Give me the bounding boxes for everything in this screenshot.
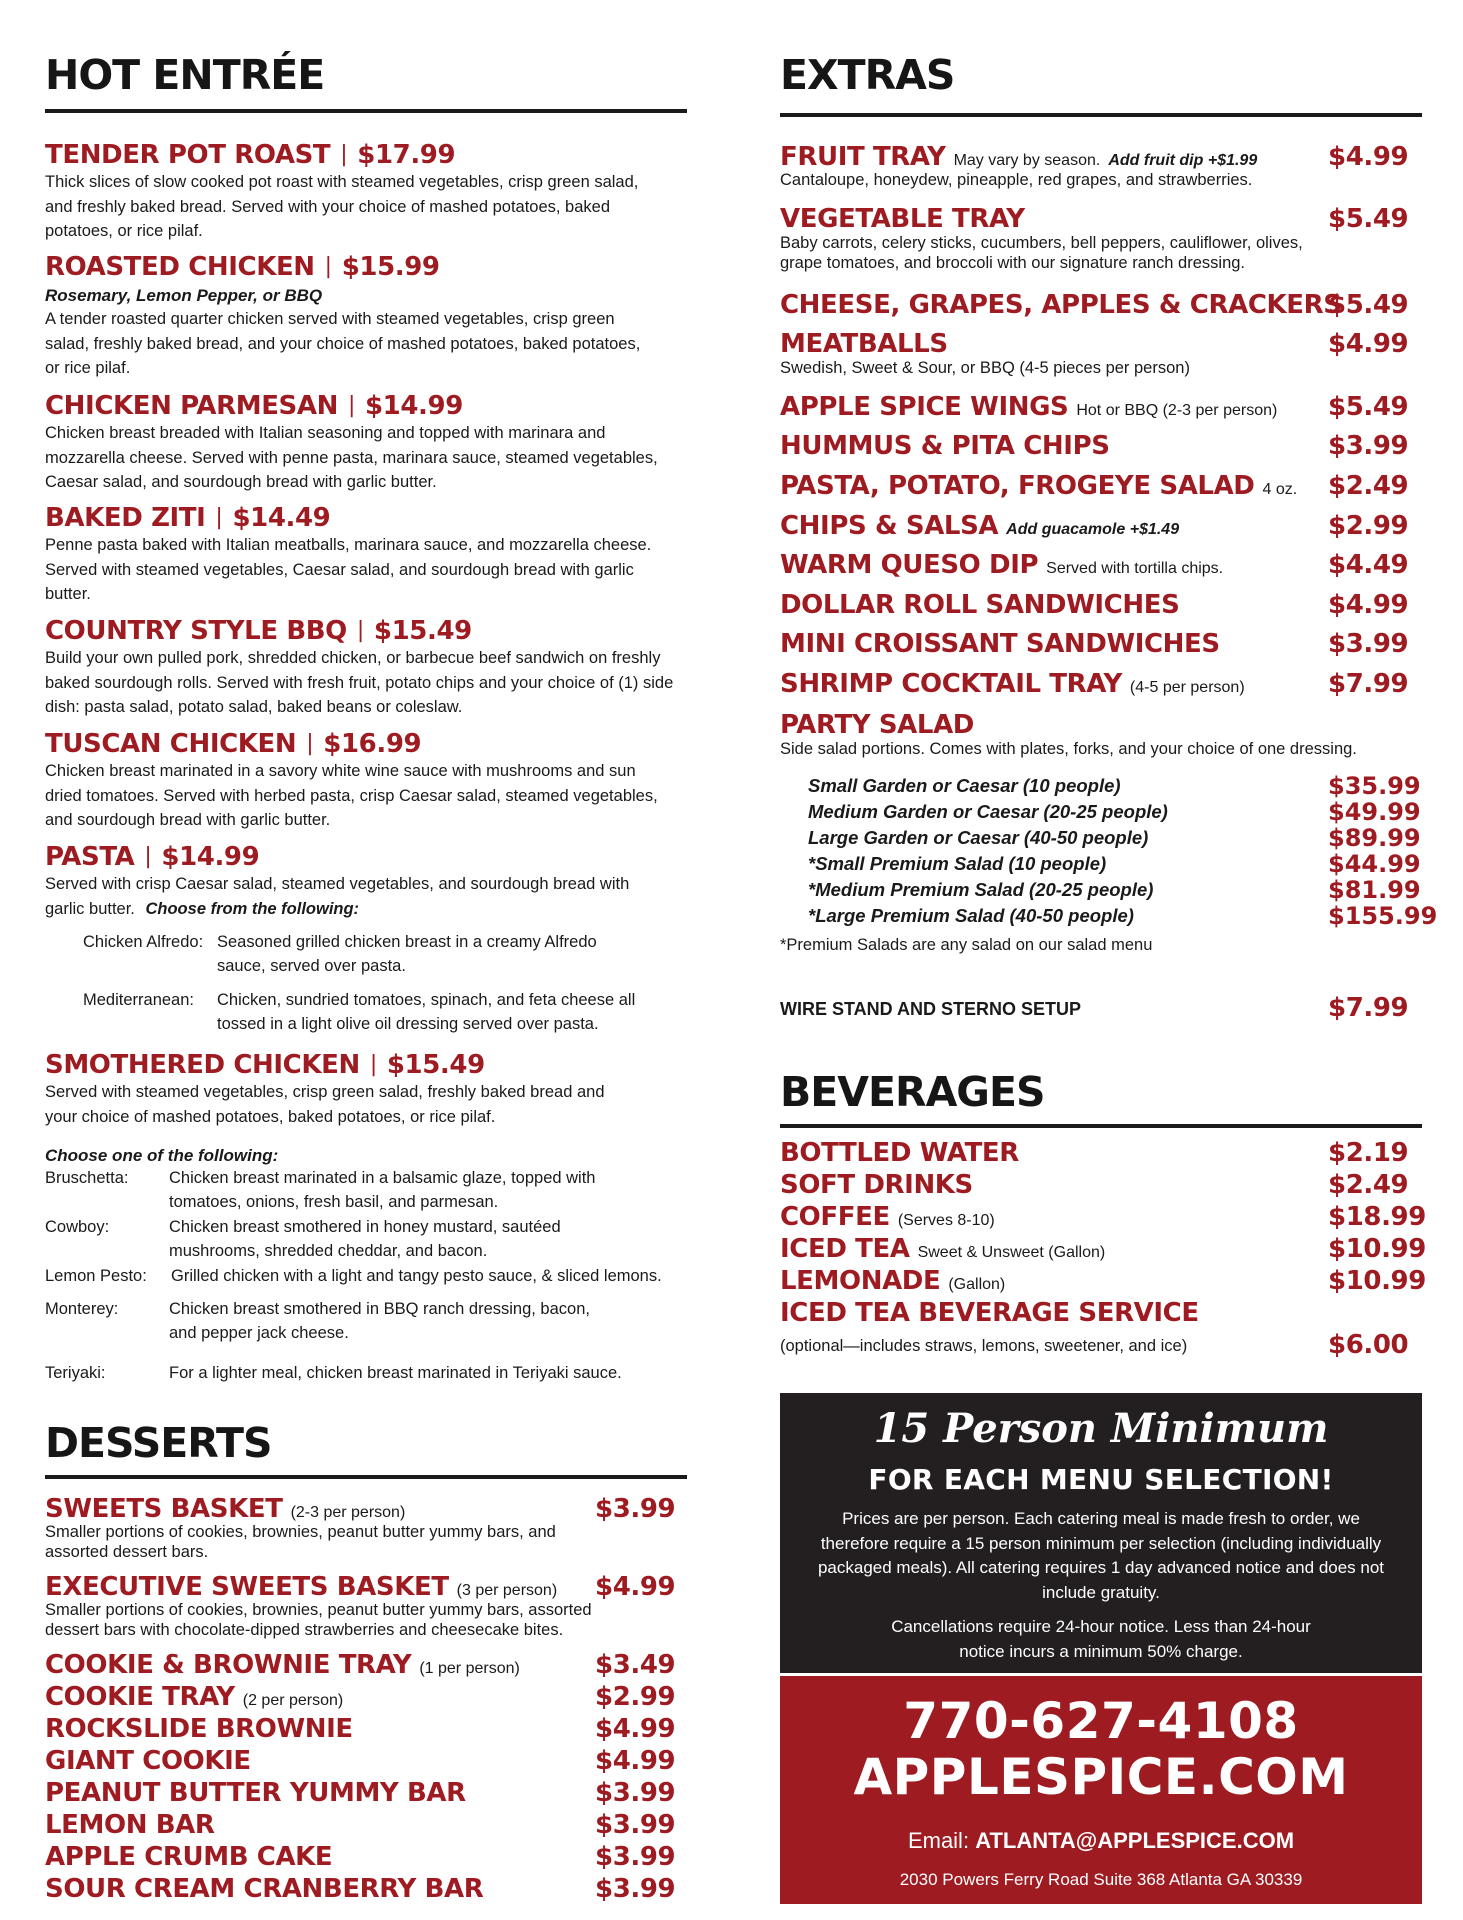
dessert-lemon-bar (45, 1812, 214, 1838)
item-price: $2.49 (1328, 1170, 1409, 1200)
beverage-bottled-water (780, 1140, 1019, 1166)
item-name: SWEETS BASKET (45, 1494, 283, 1524)
item-name: WARM QUESO DIP (780, 550, 1039, 580)
item-note: (3 per person) (456, 1582, 558, 1599)
item-note: (Serves 8-10) (897, 1212, 995, 1229)
contact-box (780, 1676, 1422, 1904)
item-name: SMOTHERED CHICKEN (45, 1050, 360, 1080)
item-name: PASTA (45, 842, 135, 872)
option-label: Teriyaki: (45, 1364, 106, 1382)
minimum-subheadline: FOR EACH MENU SELECTION! (868, 1463, 1334, 1496)
option-label: Bruschetta: (45, 1169, 129, 1187)
item-desc-text: Served with crisp Caesar salad, steamed vegetables, and sourdough bread with garlic butter. (45, 875, 630, 918)
menu-item-country-style-bbq (45, 618, 472, 644)
salad-option: Large Garden or Caesar (40-50 people) (808, 827, 1149, 848)
item-desc: Thick slices of slow cooked pot roast with steamed vegetables, crisp green salad, and freshly baked bread. Served with your choice of mashed potatoes, baked potatoes, or rice pilaf. (45, 173, 639, 240)
salad-option: Small Garden or Caesar (10 people) (808, 775, 1121, 796)
item-price: $4.99 (1328, 329, 1409, 359)
minimum-details: Prices are per person. Each catering meal is made fresh to order, we therefore require a 15 person minimum per selection (including individually packaged meals). All catering requires 1 day advanced notice and does not include gratuity. (817, 1509, 1385, 1602)
extra-dollar-roll-sandwiches (780, 592, 1179, 618)
item-note-bold: Add guacamole +$1.49 (1006, 521, 1180, 538)
item-price: $7.99 (1328, 669, 1409, 699)
hot-entree-title: HOT ENTRÉE (45, 51, 325, 99)
item-desc: Build your own pulled pork, shredded chicken, or barbecue beef sandwich on freshly baked sourdough rolls. Served with fresh fruit, potato chips and your choice of (1) side dish: pasta salad, potato salad, baked beans or coleslaw. (45, 649, 674, 716)
desserts-title: DESSERTS (45, 1419, 272, 1467)
extras-title: EXTRAS (780, 51, 955, 99)
item-name: CHIPS & SALSA (780, 511, 999, 541)
item-name: BOTTLED WATER (780, 1138, 1019, 1168)
item-desc: Baby carrots, celery sticks, cucumbers, bell peppers, cauliflower, olives, grape tomatoes, and broccoli with our signature ranch dressing. (780, 234, 1303, 272)
item-price: $4.49 (1328, 550, 1409, 580)
item-price: $3.99 (595, 1778, 676, 1808)
item-name: ICED TEA (780, 1234, 910, 1264)
item-name: SOUR CREAM CRANBERRY BAR (45, 1874, 484, 1904)
beverages-title: BEVERAGES (780, 1068, 1045, 1116)
dessert-rockslide-brownie (45, 1716, 353, 1742)
item-name: ROASTED CHICKEN (45, 252, 315, 282)
item-price: $16.99 (323, 729, 422, 759)
item-price: $5.49 (1328, 204, 1409, 234)
item-price: $14.99 (364, 391, 463, 421)
option-label: Mediterranean: (83, 991, 194, 1009)
desserts-rule (45, 1475, 687, 1479)
salad-price: $81.99 (1328, 876, 1421, 904)
extra-pasta-potato-frogeye-salad (780, 473, 1297, 499)
minimum-info-box (780, 1393, 1422, 1673)
item-price: $3.99 (1328, 431, 1409, 461)
extra-warm-queso-dip (780, 552, 1223, 578)
item-price: $4.99 (1328, 142, 1409, 172)
item-price: $6.00 (1328, 1330, 1409, 1360)
phone-number[interactable]: 770-627-4108 (903, 1692, 1299, 1750)
item-price: $2.99 (1328, 511, 1409, 541)
option-text: Grilled chicken with a light and tangy pesto sauce, & sliced lemons. (171, 1267, 662, 1285)
item-note: (1 per person) (419, 1660, 520, 1677)
item-name: ROCKSLIDE BROWNIE (45, 1714, 353, 1744)
dessert-sour-cream-cranberry-bar (45, 1876, 483, 1902)
menu-item-tender-pot-roast (45, 142, 455, 168)
item-desc: Smaller portions of cookies, brownies, peanut butter yummy bars, and assorted dessert bars. (45, 1523, 556, 1561)
beverage-lemonade (780, 1268, 1005, 1294)
item-name: EXECUTIVE SWEETS BASKET (45, 1572, 449, 1602)
item-price: $4.99 (1328, 590, 1409, 620)
email-line (780, 1828, 1422, 1854)
item-note-bold: Add fruit dip +$1.99 (1108, 152, 1258, 169)
menu-item-tuscan-chicken (45, 731, 421, 757)
item-price: $3.99 (595, 1810, 676, 1840)
salad-price: $49.99 (1328, 798, 1421, 826)
website-link[interactable]: APPLESPICE.COM (853, 1748, 1349, 1806)
item-desc: A tender roasted quarter chicken served with steamed vegetables, crisp green salad, freshly baked bread, and your choice of mashed potatoes, baked potatoes, or rice pilaf. (45, 310, 641, 377)
dessert-cookie-brownie-tray (45, 1652, 520, 1678)
extra-cheese-grapes-apples-crackers (780, 292, 1342, 318)
beverage-iced-tea (780, 1236, 1105, 1262)
choose-label: Choose one of the following: (45, 1146, 279, 1165)
item-name: FRUIT TRAY (780, 142, 946, 172)
item-price: $2.19 (1328, 1138, 1409, 1168)
item-note: Sweet & Unsweet (Gallon) (917, 1244, 1106, 1261)
option-text: Chicken breast smothered in BBQ ranch dressing, bacon, and pepper jack cheese. (169, 1300, 590, 1342)
address: 2030 Powers Ferry Road Suite 368 Atlanta GA 30339 (899, 1870, 1303, 1889)
dessert-sweets-basket (45, 1496, 405, 1522)
option-text: For a lighter meal, chicken breast marinated in Teriyaki sauce. (169, 1364, 622, 1382)
extra-chips-salsa (780, 513, 1179, 539)
item-name: TENDER POT ROAST (45, 140, 331, 170)
dessert-peanut-butter-yummy-bar (45, 1780, 466, 1806)
option-text: Chicken, sundried tomatoes, spinach, and feta cheese all tossed in a light olive oil dressing served over pasta. (217, 991, 636, 1033)
dessert-apple-crumb-cake (45, 1844, 332, 1870)
item-desc: Chicken breast marinated in a savory white wine sauce with mushrooms and sun dried tomatoes. Served with herbed pasta, crisp Caesar salad, steamed vegetables, and sourdough bread with garlic butter. (45, 762, 658, 829)
menu-item-chicken-parmesan (45, 393, 463, 419)
divider: | (369, 1052, 377, 1077)
item-name: SOFT DRINKS (780, 1170, 973, 1200)
item-price: $15.49 (373, 616, 472, 646)
item-name: COOKIE & BROWNIE TRAY (45, 1650, 412, 1680)
beverage-coffee (780, 1204, 995, 1230)
item-price: $10.99 (1328, 1234, 1426, 1264)
item-name: DOLLAR ROLL SANDWICHES (780, 590, 1180, 620)
item-name: COOKIE TRAY (45, 1682, 235, 1712)
item-price: $3.99 (1328, 629, 1409, 659)
option-label: Lemon Pesto: (45, 1267, 147, 1285)
item-desc: Swedish, Sweet & Sour, or BBQ (4-5 pieces per person) (780, 359, 1190, 377)
item-name: BAKED ZITI (45, 503, 206, 533)
salad-option: *Large Premium Salad (40-50 people) (808, 905, 1134, 926)
divider: | (306, 731, 314, 756)
option-text: Chicken breast smothered in honey mustard, sautéed mushrooms, shredded cheddar, and bacon. (169, 1218, 561, 1260)
item-name: LEMON BAR (45, 1810, 215, 1840)
item-name: APPLE CRUMB CAKE (45, 1842, 333, 1872)
extra-meatballs (780, 331, 948, 357)
salad-price: $155.99 (1328, 902, 1438, 930)
item-name: MINI CROISSANT SANDWICHES (780, 629, 1220, 659)
item-price: $15.99 (341, 252, 440, 282)
menu-item-pasta (45, 844, 259, 870)
menu-item-smothered-chicken (45, 1052, 485, 1078)
item-name: PARTY SALAD (780, 710, 974, 740)
item-price: $10.99 (1328, 1266, 1426, 1296)
option-label: Cowboy: (45, 1218, 110, 1236)
extra-apple-spice-wings (780, 394, 1277, 420)
item-price: $17.99 (357, 140, 456, 170)
wire-stand-price: $7.99 (1328, 993, 1409, 1023)
item-name: MEATBALLS (780, 329, 948, 359)
item-price: $4.99 (595, 1572, 676, 1602)
extra-fruit-tray (780, 144, 1257, 170)
email-label: Email: (907, 1828, 970, 1853)
item-name: VEGETABLE TRAY (780, 204, 1025, 234)
item-price: $15.49 (386, 1050, 485, 1080)
divider: | (356, 618, 364, 643)
item-price: $5.49 (1328, 392, 1409, 422)
item-price: $14.49 (232, 503, 331, 533)
item-desc: Side salad portions. Comes with plates, forks, and your choice of one dressing. (780, 740, 1357, 758)
salad-price: $35.99 (1328, 772, 1421, 800)
item-price: $4.99 (595, 1714, 676, 1744)
extra-shrimp-cocktail-tray (780, 671, 1245, 697)
item-note: Served with tortilla chips. (1046, 560, 1224, 577)
item-price: $2.49 (1328, 471, 1409, 501)
extra-hummus-pita-chips (780, 433, 1110, 459)
item-desc: Penne pasta baked with Italian meatballs, marinara sauce, and mozzarella cheese. Served with steamed vegetables, Caesar salad, and sourdough bread with garlic butter. (45, 536, 652, 603)
item-name: LEMONADE (780, 1266, 941, 1296)
item-name: TUSCAN CHICKEN (45, 729, 297, 759)
menu-item-roasted-chicken (45, 254, 440, 280)
divider: | (340, 142, 348, 167)
dessert-cookie-tray (45, 1684, 343, 1710)
item-note: May vary by season. (953, 152, 1101, 169)
dessert-giant-cookie (45, 1748, 251, 1774)
item-desc: Served with steamed vegetables, crisp green salad, freshly baked bread and your choice of mashed potatoes, baked potatoes, or rice pilaf. (45, 1083, 605, 1126)
option-label: Chicken Alfredo: (83, 933, 204, 951)
divider: | (215, 505, 223, 530)
item-desc: Chicken breast breaded with Italian seasoning and topped with marinara and mozzarella cheese. Served with penne pasta, marinara sauce, steamed vegetables, Caesar salad, and sourdough bread with garlic butter. (45, 424, 658, 491)
salad-option: *Medium Premium Salad (20-25 people) (808, 879, 1154, 900)
item-price: $3.99 (595, 1874, 676, 1904)
item-price: $3.49 (595, 1650, 676, 1680)
item-name: GIANT COOKIE (45, 1746, 251, 1776)
item-note: 4 oz. (1262, 481, 1298, 498)
item-name: PASTA, POTATO, FROGEYE SALAD (780, 471, 1255, 501)
item-price: $3.99 (595, 1842, 676, 1872)
item-name: PEANUT BUTTER YUMMY BAR (45, 1778, 466, 1808)
salad-option: *Small Premium Salad (10 people) (808, 853, 1107, 874)
option-label: Monterey: (45, 1300, 119, 1318)
hot-entree-rule (45, 109, 687, 113)
item-desc (45, 872, 655, 921)
item-desc: (optional—includes straws, lemons, sweetener, and ice) (780, 1337, 1188, 1355)
item-note: (2-3 per person) (290, 1504, 406, 1521)
beverages-rule (780, 1124, 1422, 1128)
email-link[interactable]: ATLANTA@APPLESPICE.COM (975, 1828, 1295, 1853)
salad-price: $89.99 (1328, 824, 1421, 852)
beverage-iced-tea-service (780, 1300, 1199, 1326)
salad-footnote: *Premium Salads are any salad on our salad menu (780, 936, 1153, 954)
item-name: HUMMUS & PITA CHIPS (780, 431, 1110, 461)
item-name: CHEESE, GRAPES, APPLES & CRACKERS (780, 290, 1342, 320)
option-text: Seasoned grilled chicken breast in a creamy Alfredo sauce, served over pasta. (217, 933, 597, 975)
item-price: $2.99 (595, 1682, 676, 1712)
divider: | (347, 393, 355, 418)
wire-stand-label: WIRE STAND AND STERNO SETUP (780, 999, 1082, 1019)
item-price: $3.99 (595, 1494, 676, 1524)
item-note: (2 per person) (242, 1692, 344, 1709)
extra-vegetable-tray (780, 206, 1025, 232)
item-name: APPLE SPICE WINGS (780, 392, 1069, 422)
choose-label: Choose from the following: (145, 899, 360, 918)
extra-party-salad (780, 712, 974, 738)
menu-item-baked-ziti (45, 505, 330, 531)
item-note: Hot or BBQ (2-3 per person) (1076, 402, 1278, 419)
extra-mini-croissant-sandwiches (780, 631, 1220, 657)
item-price: $4.99 (595, 1746, 676, 1776)
item-price: $5.49 (1328, 290, 1409, 320)
item-desc: Smaller portions of cookies, brownies, peanut butter yummy bars, assorted dessert bars with chocolate-dipped strawberries and cheesecake bites. (45, 1601, 592, 1639)
item-note: (4-5 per person) (1129, 679, 1245, 696)
item-subtitle: Rosemary, Lemon Pepper, or BBQ (45, 286, 323, 305)
item-name: CHICKEN PARMESAN (45, 391, 338, 421)
item-name: SHRIMP COCKTAIL TRAY (780, 669, 1122, 699)
cancellation-policy: Cancellations require 24-hour notice. Less than 24-hour notice incurs a minimum 50% charge. (891, 1617, 1311, 1661)
salad-price: $44.99 (1328, 850, 1421, 878)
item-name: COUNTRY STYLE BBQ (45, 616, 347, 646)
option-text: Chicken breast marinated in a balsamic glaze, topped with tomatoes, onions, fresh basil, and parmesan. (169, 1169, 596, 1211)
item-price: $14.99 (161, 842, 260, 872)
extras-rule (780, 113, 1422, 117)
item-desc: Cantaloupe, honeydew, pineapple, red grapes, and strawberries. (780, 171, 1253, 189)
item-note: (Gallon) (948, 1276, 1006, 1293)
divider: | (324, 254, 332, 279)
item-name: ICED TEA BEVERAGE SERVICE (780, 1298, 1199, 1328)
beverage-soft-drinks (780, 1172, 973, 1198)
item-price: $18.99 (1328, 1202, 1426, 1232)
dessert-executive-sweets-basket (45, 1574, 557, 1600)
minimum-headline: 15 Person Minimum (873, 1405, 1329, 1452)
salad-option: Medium Garden or Caesar (20-25 people) (808, 801, 1168, 822)
divider: | (144, 844, 152, 869)
item-name: COFFEE (780, 1202, 890, 1232)
